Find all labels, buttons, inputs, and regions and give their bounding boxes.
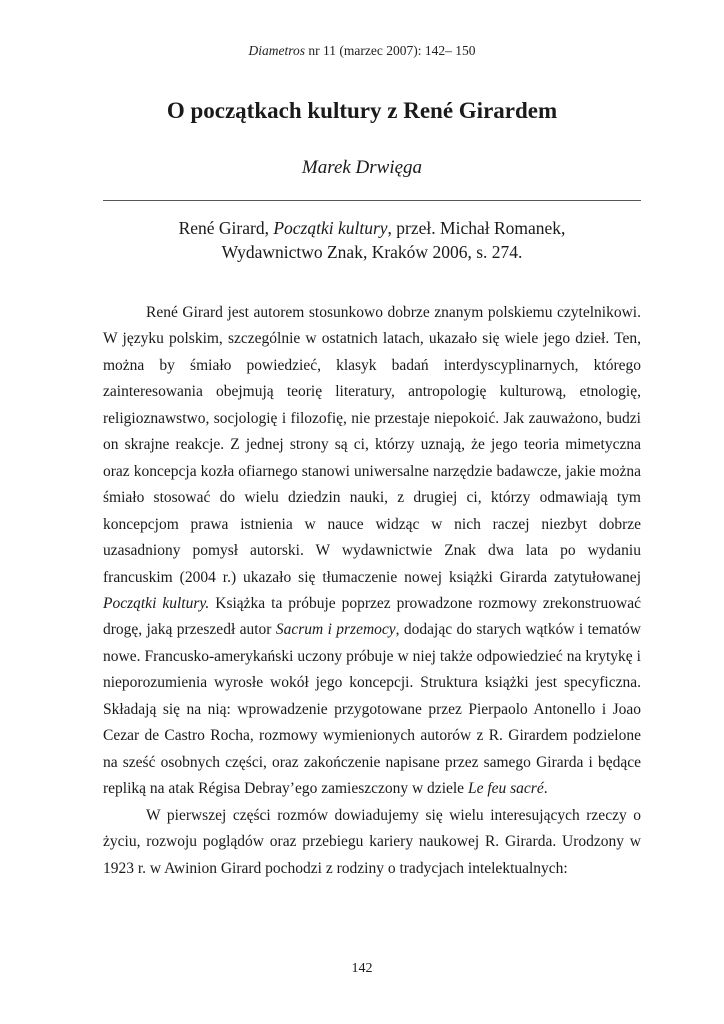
paragraph-1-text-a: René Girard jest autorem stosunkowo dobrze znanym polskiemu czytelnikowi. W języku polskim, szczególnie w ostatnich latach, ukazało się wiele jego dzieł. Ten, można by śmiało powiedzieć, klasyk badań interdyscyplinarnych, którego zainteresowania obejmują teorię literatury, antropologię kulturową, etnologię, religioznawstwo, socjologię i filozofię, nie przestaje niepokoić. Jak zauważono, budzi on skrajne reakcje. Z jednej strony są ci, którzy uznają, że jego teoria mimetyczna oraz koncepcja kozła ofiarnego stanowi uniwersalne narzędzie badawcze, jakie można śmiało stosować do wielu dziedzin nauki, z drugiej ci, którzy odmawiają tym koncepcjom prawa istnienia w nauce widząc w nich raczej niezbyt dobrze uzasadniony pomysł autorski. W wydawnictwie Znak dwa lata po wydaniu francuskim (2004 r.) ukazało się tłumaczenie nowej książki Girarda zatytułowanej — [103, 304, 641, 586]
review-ref-translator: , przeł. Michał Romanek, — [387, 218, 566, 238]
paragraph-1 — [103, 300, 641, 803]
article-body — [103, 300, 641, 882]
article-title: O początkach kultury z René Girardem — [166, 98, 558, 123]
article-author: Marek Drwięga — [301, 157, 423, 178]
le-feu-sacre-italic: Le feu sacré — [467, 780, 544, 798]
paragraph-2: W pierwszej części rozmów dowiadujemy się wielu interesujących rzeczy o życiu, rozwoju poglądów oraz przebiegu kariery naukowej R. Girarda. Urodzony w 1923 r. w Awinion Girard pochodzi z rodziny o tradycjach intelektualnych: — [103, 806, 641, 877]
reviewed-book-reference — [103, 216, 641, 264]
paragraph-1-text-g: . — [543, 780, 548, 798]
book-title-italic: Początki kultury. — [103, 594, 210, 612]
paragraph-1-text-e: , dodając do starych wątków i tematów nowe. Francusko-amerykański uczony próbuje w niej także odpowiedzieć na krytykę i nieporozumienia wyrosłe wokół jego koncepcji. Struktura książki jest specyficzna. Składają się na nią: wprowadzenie przygotowane przez Pierpaolo Antonello i Joao Cezar de Castro Rocha, rozmowy wymienionych autorów z R. Girardem podzielone na sześć osobnych części, oraz zakończenie napisane przez samego Girarda i będące repliką na atak Régisa Debray’ego zamieszczony w dziele — [103, 621, 641, 798]
issue-details: nr 11 (marzec 2007): 142– 150 — [305, 43, 476, 58]
review-ref-author: René Girard, — [178, 218, 274, 238]
review-ref-publisher: Wydawnictwo Znak, Kraków 2006, s. 274. — [221, 242, 523, 262]
journal-header — [0, 43, 724, 59]
journal-name: Diametros — [248, 43, 306, 58]
page-number: 142 — [351, 961, 373, 976]
sacrum-title-italic: Sacrum i przemocy — [275, 621, 396, 639]
review-ref-book-title: Początki kultury — [273, 218, 388, 238]
title-divider — [103, 200, 641, 201]
paragraph-1-text-c: Książka ta próbuje poprzez prowadzone rozmowy zrekonstruować drogę, jaką przeszedł autor — [103, 594, 642, 639]
